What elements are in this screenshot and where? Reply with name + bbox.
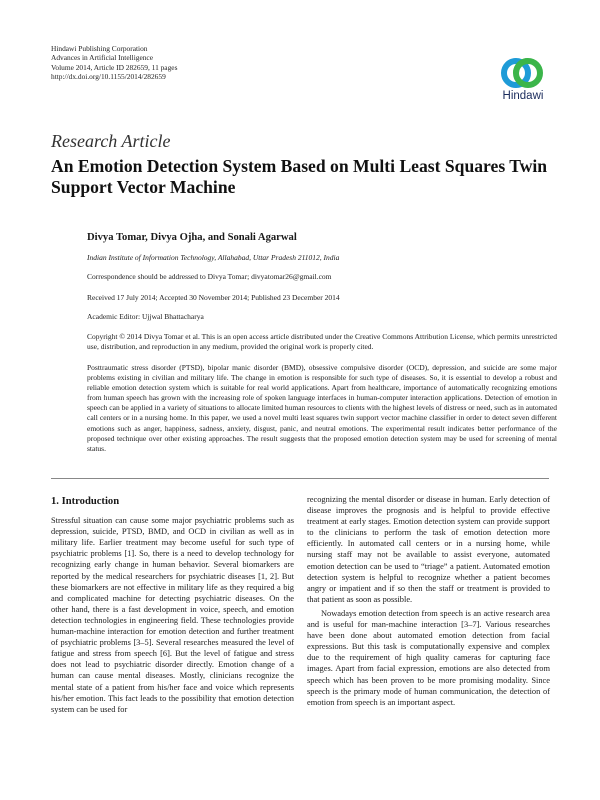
author-list: Divya Tomar, Divya Ojha, and Sonali Agarwal xyxy=(87,232,297,243)
affiliation: Indian Institute of Information Technology, Allahabad, Uttar Pradesh 211012, India xyxy=(87,253,340,262)
section-heading: 1. Introduction xyxy=(51,496,120,507)
correspondence: Correspondence should be addressed to Divya Tomar; divyatomar26@gmail.com xyxy=(87,272,332,281)
abstract: Posttraumatic stress disorder (PTSD), bipolar manic disorder (BMD), obsessive compulsive disorder (OCD), depression, and suicide are some major problems existing in civilian and military life. The change in emotion is responsible for such type of diseases. So, it is essential to develop a robust and reliable emotion detection system which is suitable for real world applications. Apart from healthcare, importance of automatically recognizing emotions from human speech has grown with the increasing role of spoken language interfaces in human-computer interaction applications. Detection of emotion in speech can be applied in a variety of situations to allocate limited human resources to clients with the highest levels of distress or need, such as in automated call centers or in a nursing home. In this paper, we used a novel multi least squares twin support vector machine classifier in order to detect seven different emotions such as anger, happiness, sadness, anxiety, disgust, panic, and neutral emotions. The experimental result indicates better performance of the proposed technique over other existing approaches. The result suggests that the proposed emotion detection system may be used for screening of mental status. xyxy=(87,363,557,453)
publication-dates: Received 17 July 2014; Accepted 30 November 2014; Published 23 December 2014 xyxy=(87,293,340,302)
article-title: An Emotion Detection System Based on Multi Least Squares Twin Support Vector Machine xyxy=(51,156,548,197)
copyright-notice: Copyright © 2014 Divya Tomar et al. This is an open access article distributed under the Creative Commons Attribution License, which permits unrestricted use, distribution, and reproduction in any medium, provided the original work is properly cited. xyxy=(87,332,557,351)
journal-name: Advances in Artificial Intelligence xyxy=(51,53,153,63)
publisher-name: Hindawi Publishing Corporation xyxy=(51,44,148,53)
journal-header xyxy=(51,44,177,82)
left-column xyxy=(51,496,294,715)
right-column xyxy=(307,494,550,708)
body-paragraph: Nowadays emotion detection from speech is an active research area and is useful for man-machine interaction [3–7]. Various researches have been done about automated emotion detection from facial expressions. But this task is computationally expensive and complex due to the requirement of high quality cameras for capturing face images. Apart from facial expression, emotions are also detected from speech which has been proven to be more promising modality. Since speech is the primary mode of human communication, the detection of emotion from speech is an important aspect. xyxy=(307,608,550,707)
doi-link[interactable]: http://dx.doi.org/10.1155/2014/282659 xyxy=(51,72,166,82)
hindawi-logo-text: Hindawi xyxy=(502,90,544,102)
article-type: Research Article xyxy=(51,131,171,151)
volume-info: Volume 2014, Article ID 282659, 11 pages xyxy=(51,62,178,72)
academic-editor: Academic Editor: Ujjwal Bhattacharya xyxy=(87,312,204,321)
body-paragraph: recognizing the mental disorder or disease in human. Early detection of disease improves the prognosis and is helpful to provide effective treatment at early stages. Emotion detection system can provide support to the clinicians to perform the task of emotion detection more efficiently. In automated call centers or in a nursing home, while nursing staff may not be available to assist everyone, automated emotion detection can be used to “triage” a patient. Automated emotion detection system is helpful to recognize whether a patient becomes angry or impatient and if so then the staff or treatment is provided to that patient as soon as possible. xyxy=(307,495,550,604)
section-divider xyxy=(51,478,549,479)
body-paragraph: Stressful situation can cause some major psychiatric problems such as depression, suicide, PTSD, BMD, and OCD in civilian as well as in military life. Earlier treatment may become useful for such type of psychiatric problems [1]. So, there is a need to develop technology for recognizing early change in human behavior. Several biomarkers are reported by the medical researchers for psychiatric diseases [1, 2]. But these biomarkers are not effective in military life as they required a big and complicated machine for detecting psychiatric diseases. On the other hand, there is a fast development in voice, speech, and emotion detection technologies in engineering field. These technologies provide human-machine interaction for emotion detection and further treatment of psychiatric problems [3–5]. Several researches measured the level of fatigue and stress from speech [6]. But the level of fatigue and stress does not lead to psychiatric disorder directly. Emotion change of a human can cause mental diseases. Mostly, clinicians recognize the mental state of a patient from his/her face and voice which represents his/her emotion. This fact leads to the possibility that emotion detection system can be used for xyxy=(51,516,294,714)
